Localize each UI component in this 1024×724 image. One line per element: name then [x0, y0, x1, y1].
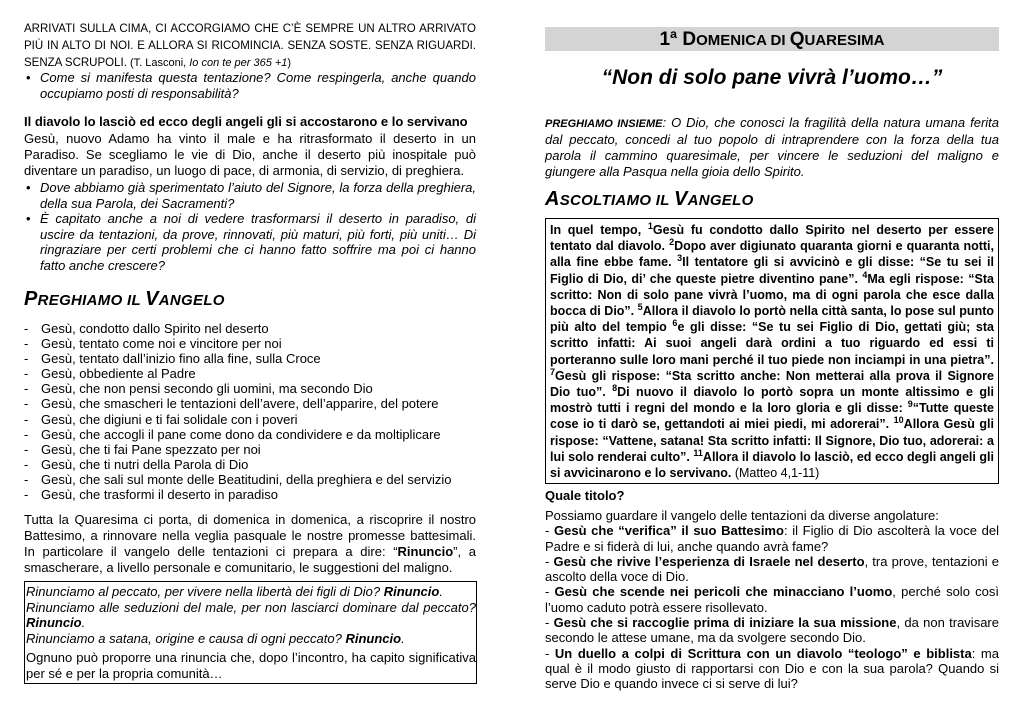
heading-text-2: ANGELO [687, 192, 754, 209]
angle-item: - Gesù che “verifica” il suo Battesimo: il Figlio di Dio ascolterà la voce del Padre e si fiderà di lui, anche quando avrà fame? [545, 523, 999, 554]
prayer: PREGHIAMO INSIEME: O Dio, che conosci la fragilità della natura umana ferita dal peccato, concedi al tuo popolo di intraprendere con la forza della tua parola il cammino quaresimale, per vincere le seduzioni del maligno e giungere alla Pasqua nella gioia dello Spirito. [545, 115, 999, 179]
question-2: • Dove abbiamo già sperimentato l’aiuto del Signore, la forza della preghiera, della sua Parola, dei Sacramenti? [24, 180, 476, 211]
paragraph-2-text: Tutta la Quaresima ci porta, di domenica in domenica, a riscoprire il nostro Battesimo, a rinnovare nella veglia pasquale le nostre promesse battesimali. In particolare il vangelo delle tentazioni ci prepara a dire: “ [24, 512, 476, 559]
gospel-reference: (Matteo 4,1-11) [731, 466, 820, 481]
litany-item: - Gesù, che non pensi secondo gli uomini, ma secondo Dio [24, 381, 476, 396]
litany-item: - Gesù, che trasformi il deserto in paradiso [24, 487, 476, 502]
renunciation-answer: Rinuncio [26, 615, 82, 630]
renunciation-line-3: Rinunciamo a satana, origine e causa di ogni peccato? Rinuncio. [26, 630, 405, 646]
angle-title: Gesù che scende nei pericoli che minacciano l’uomo [554, 584, 893, 600]
litany-item: - Gesù, che digiuni e ti fai solidale con i poveri [24, 412, 476, 427]
quale-titolo-heading: Quale titolo? [545, 488, 625, 503]
renunciation-line-1: Rinunciamo al peccato, per vivere nella libertà dei figli di Dio? Rinuncio. [26, 584, 443, 599]
heading-letter-2: V [673, 188, 688, 210]
title-part: 1ª D [659, 29, 697, 50]
renunciation-note: Ognuno può proporre una rinuncia che, dopo l’incontro, ha capito significativa per sé e per la propria comunità… [26, 650, 476, 681]
gospel-text: Gesù fu condotto dallo Spirito nel deserto per essere tentato dal diavolo. [550, 223, 995, 254]
angle-item: - Gesù che si raccoglie prima di iniziare la sua missione, da non travisare secondo le attese umane, ma da svolgere secondo Dio. [545, 615, 999, 646]
paragraph-2-rinuncio: Rinuncio [397, 544, 454, 559]
angle-item: - Gesù che scende nei pericoli che minacciano l’uomo, perché solo così l’uomo caduto potrà essere risollevato. [545, 584, 999, 615]
paragraph-2 [24, 512, 476, 576]
question-1: • Come si manifesta questa tentazione? Come respingerla, anche quando occupiamo posti di responsabilità? [24, 70, 476, 101]
heading-ascoltiamo [545, 188, 999, 211]
prayer-text: O Dio, che conosci la fragilità della natura umana ferita dal peccato, concedi al tuo popolo di intraprendere con la forza della tua parola il cammino quaresimale, per vincere le seduzioni del maligno e giungere alla Pasqua nella gioia dello Spirito. [545, 115, 999, 179]
intro-source-end: ) [287, 57, 292, 69]
heading-preghiamo [24, 288, 476, 311]
heading-text: SCOLTIAMO IL [559, 192, 674, 209]
litany-item: - Gesù, che ti nutri della Parola di Dio [24, 457, 476, 472]
angle-text: : il Figlio di Dio ascolterà la voce del Padre e si fiderà di lui, anche quando avrà fame? [545, 523, 999, 554]
gospel-text: Gesù gli rispose: “Sta scritto anche: Non metterai alla prova il Signore Dio tuo”. [550, 368, 994, 400]
renunciation-line-2: Rinunciamo alle seduzioni del male, per non lasciarci dominare dal peccato? Rinuncio. [26, 599, 476, 630]
litany-item: - Gesù, condotto dallo Spirito nel deserto [24, 321, 476, 336]
litany-item: - Gesù, obbediente al Padre [24, 366, 476, 381]
litany-item: - Gesù, che ti fai Pane spezzato per noi [24, 442, 476, 457]
title-part: UARESIMA [804, 32, 885, 49]
renunciation-text: Rinunciamo a satana, origine e causa di ogni peccato? [26, 630, 342, 646]
intro-source: (T. Lasconi, [126, 57, 190, 69]
angle-text: , da non travisare secondo le attese umane, ma da svolgere secondo Dio. [545, 615, 999, 646]
question-3: • È capitato anche a noi di vedere trasformarsi il deserto in paradiso, di uscire da tentazioni, da prove, rinnovati, più maturi, più forti, più uniti… Di ringraziare per certi problemi che ci hanno fatto soffrire ma poi ci hanno fatto anche crescere? [24, 211, 476, 273]
heading-letter: P [24, 288, 38, 310]
gospel-text: Allora il diavolo lo portò nella città santa, lo pose sul punto più alto del tempio [550, 304, 994, 335]
subheading: Il diavolo lo lasciò ed ecco degli angeli gli si accostarono e lo servivano [24, 114, 468, 129]
heading-text-2: ANGELO [158, 292, 225, 309]
intro-quote [24, 21, 476, 72]
angle-text: : ma qual è il modo giusto di rapportarsi con Dio e con la sua parola? Quando si serve Dio e quando invece ci si serve di lui? [545, 645, 999, 692]
gospel-text: Il tentatore gli si avvicinò e gli disse: “Se tu sei il Figlio di Dio, di’ che queste pietre diventino pane”. [550, 255, 994, 286]
gospel-text: Allora Gesù gli rispose: “Vattene, satana! Sta scritto infatti: Il Signore, Dio tuo, adorerai: a lui solo renderai culto”. [550, 417, 994, 464]
renunciation-text: Rinunciamo al peccato, per vivere nella libertà dei figli di Dio? [26, 584, 381, 599]
angle-title: Gesù che si raccoglie prima di iniziare la sua missione [553, 615, 897, 631]
prayer-label: PREGHIAMO INSIEME [545, 118, 663, 130]
gospel-text: e gli disse: “Se tu sei Figlio di Dio, gettati giù; sta scritto infatti: Ai suoi angeli darà ordini a tuo riguardo ed essi ti porteranno sulle loro mani perché il tuo piede non inciampi in una pietra”. [550, 320, 994, 367]
renunciation-box [24, 581, 477, 684]
heading-text: REGHIAMO IL [37, 292, 146, 309]
paragraph-2-text-end: ”, a smascherare, a livello personale e comunitario, le suggestioni del maligno. [24, 544, 476, 575]
angle-title: Gesù che “verifica” il suo Battesimo [554, 523, 784, 539]
angle-title: Gesù che rivive l’esperienza di Israele nel deserto [553, 553, 865, 569]
heading-letter: A [545, 188, 560, 210]
intro-source-book: Io con te per 365 +1 [189, 57, 288, 69]
litany-item: - Gesù, tentato come noi e vincitore per noi [24, 336, 476, 351]
heading-letter-2: V [145, 288, 159, 310]
litany-item: - Gesù, che sali sul monte delle Beatitudini, della preghiera e del servizio [24, 472, 476, 487]
intro-text: ARRIVATI SULLA CIMA, CI ACCORGIAMO CHE C’È SEMPRE UN ALTRO ARRIVATO PIÙ IN ALTO DI NOI. E ALLORA SI RICOMINCIA. SENZA SOSTE. SENZA RIGUARDI. SENZA SCRUPOLI. [24, 23, 476, 69]
angle-item: - Gesù che rivive l’esperienza di Israele nel deserto, tra prove, tentazioni e ascolto della voce di Dio. [545, 553, 999, 585]
title-part: Q [789, 29, 805, 50]
angle-title: Un duello a colpi di Scrittura con un diavolo “teologo” e biblista [554, 645, 972, 661]
gospel-text: In quel tempo, [550, 223, 648, 237]
title-part: OMENICA DI [696, 32, 790, 49]
renunciation-text: Rinunciamo alle seduzioni del male, per non lasciarci dominare dal peccato? [26, 599, 476, 615]
angle-text: , tra prove, tentazioni e ascolto della voce di Dio. [545, 553, 999, 585]
renunciation-answer: Rinuncio [383, 584, 440, 599]
page-title [545, 27, 999, 51]
gospel-text: “Tutte queste cose io ti darò se, gettandoti ai miei piedi, mi adorerai”. [550, 401, 994, 432]
litany-list [24, 321, 476, 502]
gospel-text: Dopo aver digiunato quaranta giorni e quaranta notti, alla fine ebbe fame. [550, 239, 994, 270]
litany-item: - Gesù, che smascheri le tentazioni dell’avere, dell’apparire, del potere [24, 396, 476, 411]
angle-item: - Un duello a colpi di Scrittura con un diavolo “teologo” e biblista: ma qual è il modo giusto di rapportarsi con Dio e con la sua parola? Quando si serve Dio e quando invece ci si serve di lui? [545, 645, 999, 692]
litany-item: - Gesù, tentato dall’inizio fino alla fine, sulla Croce [24, 351, 476, 366]
angles-list [545, 508, 999, 692]
gospel-text: Di nuovo il diavolo lo portò sopra un monte altissimo e gli mostrò tutti i regni del mondo e la loro gloria e gli disse: [550, 385, 994, 416]
litany-item: - Gesù, che accogli il pane come dono da condividere e da moltiplicare [24, 427, 476, 442]
renunciation-answer: Rinuncio [345, 630, 402, 646]
angle-text: , perché solo così l’uomo caduto potrà essere risollevato. [545, 584, 999, 615]
angles-intro: Possiamo guardare il vangelo delle tentazioni da diverse angolature: [545, 508, 939, 523]
gospel-box: In quel tempo, $^1$Gesù fu condotto dallo Spirito nel deserto per essere tentato dal diavolo. $^2$Dopo aver digiunato quaranta giorni e quaranta notti, alla fine ebbe fame. $^3$Il tentatore gli si avvicinò e gli disse: “Se tu sei il Figlio di Dio, di’ che queste pietre diventino pane”. $^4$Ma egli rispose: “Sta scritto: Non di solo pane vivrà l’uomo, ma di ogni parola che esce dalla bocca di Dio”. $^5$Allora il diavolo lo portò nella città santa, lo pose sul punto più alto del tempio $^6$e gli disse: “Se tu sei Figlio di Dio, gettati giù; sta scritto infatti: Ai suoi angeli darà ordini a tuo riguardo ed essi ti porteranno sulle loro mani perché il tuo piede non inciampi in una pietra”. $^7$Gesù gli rispose: “Sta scritto anche: Non metterai alla prova il Signore Dio tuo”. $^8$Di nuovo il diavolo lo portò sopra un monte altissimo e gli mostrò tutti i regni del mondo e la loro gloria e gli disse: $^9$“Tutte queste cose io ti darò se, gettandoti ai miei piedi, mi adorerai”. $^{10}$Allora Gesù gli rispose: “Vattene, satana! Sta scritto infatti: Il Signore, Dio tuo, adorerai: a lui solo renderai culto”. $^{11}$Allora il diavolo lo lasciò, ed ecco degli angeli gli si avvicinarono e lo servivano. (Matteo 4,1-11) [545, 218, 999, 484]
paragraph-1: Gesù, nuovo Adamo ha vinto il male e ha ritrasformato il deserto in un Paradiso. Se scegliamo le vie di Dio, anche il deserto più inospitale può diventare un paradiso, un luogo di pace, di armonia, di servizio, di preghiera. [24, 131, 476, 178]
gospel-text: Ma egli rispose: “Sta scritto: Non di solo pane vivrà l’uomo, ma di ogni parola che esce dalla bocca di Dio”. [550, 271, 994, 319]
title-quote: “Non di solo pane vivrà l’uomo…” [601, 66, 943, 89]
gospel-text: Allora il diavolo lo lasciò, ed ecco degli angeli gli si avvicinarono e lo servivano. [550, 449, 994, 481]
